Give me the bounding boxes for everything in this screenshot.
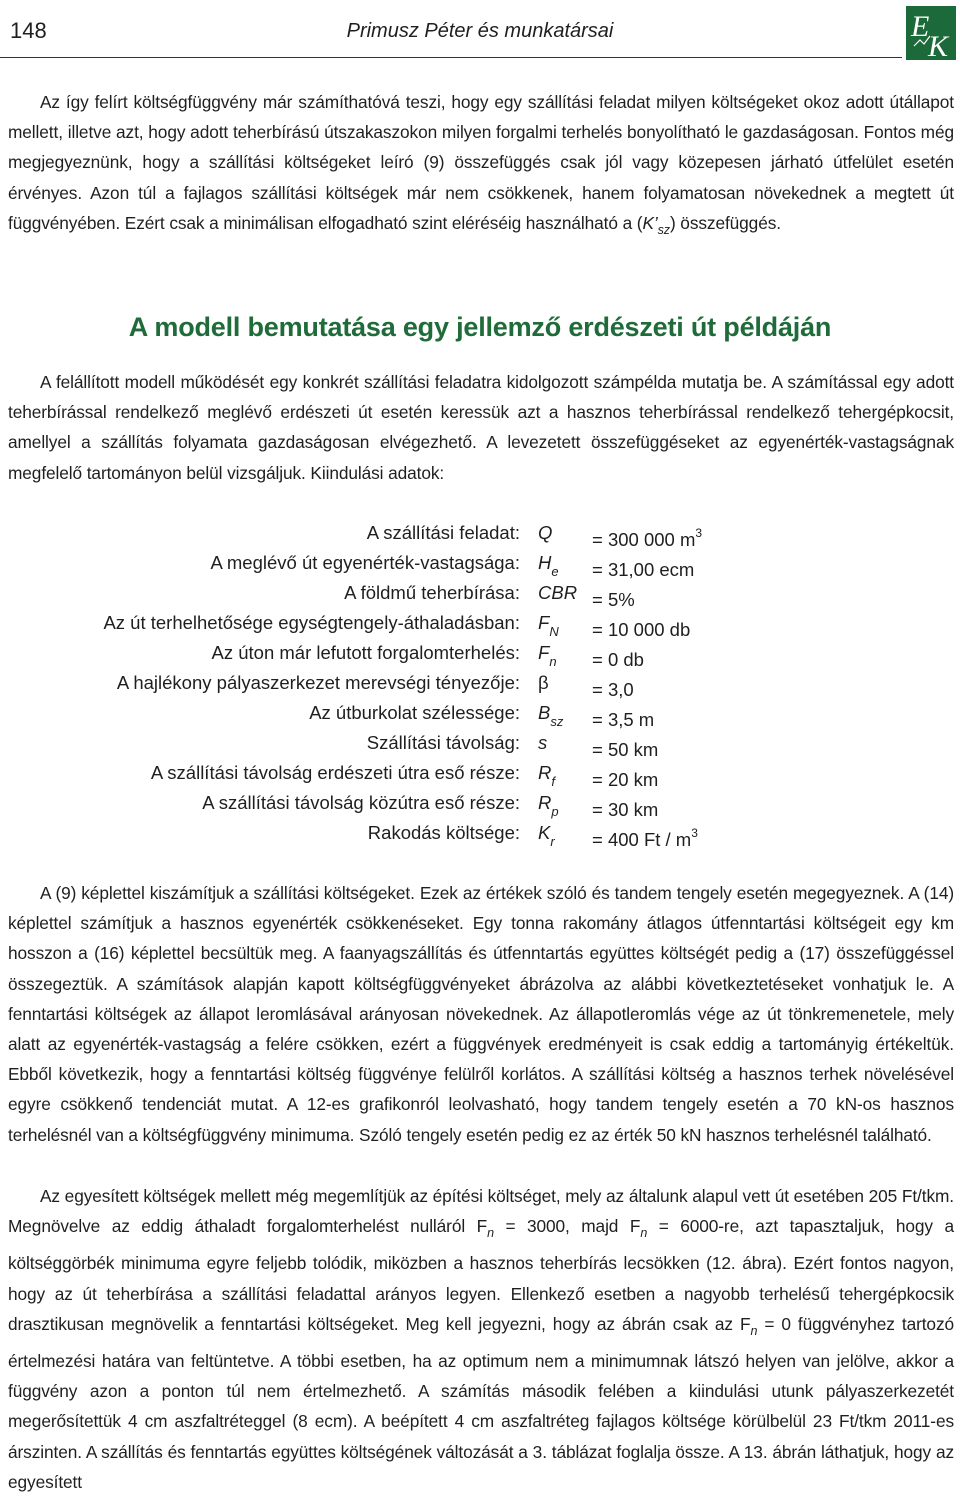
- parameter-row: [0, 668, 960, 698]
- parameter-row: [0, 608, 960, 638]
- page-number: 148: [10, 18, 47, 43]
- parameter-label: A hajlékony pályaszerkezet merevségi tényezője:: [116, 672, 520, 693]
- parameter-value: = 30 km: [592, 799, 659, 820]
- parameter-value: = 3,0: [592, 679, 634, 700]
- parameter-value: = 400 Ft / $m^3$: [592, 826, 698, 850]
- journal-logo: [906, 6, 956, 60]
- page-header: [0, 0, 960, 62]
- parameter-value: = 0 db: [592, 649, 644, 670]
- parameter-row: [0, 548, 960, 578]
- parameter-row: [0, 518, 960, 548]
- parameter-value: = 300 000 $m^3$: [592, 526, 703, 550]
- parameter-label: A szállítási távolság közútra eső része:: [202, 792, 520, 813]
- parameter-label: A meglévő út egyenérték-vastagsága:: [210, 552, 520, 573]
- parameter-symbol: Q: [538, 522, 553, 543]
- parameter-value: = 10 000 db: [592, 619, 691, 640]
- parameter-value: = 31,00 ecm: [592, 559, 695, 580]
- parameter-row: [0, 578, 960, 608]
- parameter-label: Az úton már lefutott forgalomterhelés:: [211, 642, 520, 663]
- section-paragraph: A felállított modell működését egy konkrét szállítási feladatra kidolgozott számpélda mutatja be. A számítással egy adott teherbírással rendelkező meglévő erdészeti út esetén keressük azt a hasznos teherbírással rendelkező tehergépkocsit, amellyel a szállítás folyamata gazdaságosan elvégezhető. A levezetett összefüggéseket az egyenérték-vastagságnak megfelelő tartományon belül vizsgáljuk. Kiindulási adatok:: [8, 372, 954, 483]
- parameter-row: [0, 758, 960, 788]
- parameter-symbol: $R_f$: [538, 762, 555, 789]
- k-prime-symbol: K’: [642, 212, 658, 233]
- parameter-value: = 5%: [592, 589, 635, 610]
- final-paragraph: Az egyesített költségek mellett még megemlítjük az építési költséget, mely az általunk alapul vett út esetében 205 Ft/tkm. Megnövelve az eddig áthaladt forgalomterhelést nulláról $F_n = 3000$, majd $F_n = 6000-re$, azt tapasztaljuk, hogy a költséggörbék minimuma egyre feljebb tolódik, miközben a hasznos teherbírás lecsökken (12. ábra). Ezért fontos nagyon, hogy az út teherbírása a szállítási feladattal arányos legyen. Ellenkező esetben a nagyobb terhelésű tehergépkocsik drasztikusan megnövelik a fenntartási költségeket. Meg kell jegyezni, hogy az ábrán csak az $F_n = 0$ függvényhez tartozó értelmezési határa van feltüntetve. A többi esetben, ha az optimum nem a minimumnak látszó helyen van jelölve, akkor a függvény azon a ponton túl nem értelmezhető. A számítás második felében a kiindulási utunk pályaszerkezetét megerősítettük 4 cm aszfaltréteggel (8 ecm). A beépített 4 cm aszfaltréteg fajlagos költsége körülbelül 23 Ft/tkm 2011-es árszinten. A szállítás és fenntartás együttes költségének változását a 3. táblázat foglalja össze. A 13. ábrán láthatjuk, hogy az egyesített: [8, 1186, 954, 1492]
- parameter-row: [0, 788, 960, 818]
- parameter-label: Szállítási távolság:: [366, 732, 520, 753]
- parameter-symbol: $F_n$: [538, 642, 557, 669]
- parameter-label: A szállítási távolság erdészeti útra eső része:: [150, 762, 520, 783]
- parameter-row: [0, 698, 960, 728]
- parameter-value: = 20 km: [592, 769, 659, 790]
- running-title: Primusz Péter és munkatársai: [346, 20, 614, 42]
- parameter-label: Rakodás költsége:: [367, 822, 520, 843]
- k-subscript: sz: [657, 222, 670, 237]
- parameter-label: Az út terhelhetősége egységtengely-áthaladásban:: [103, 612, 520, 633]
- section-heading: A modell bemutatása egy jellemző erdészeti út példáján: [128, 312, 832, 342]
- parameter-symbol: β: [538, 672, 549, 693]
- header-rule: [0, 57, 902, 58]
- parameter-row: [0, 638, 960, 668]
- parameter-label: Az útburkolat szélessége:: [309, 702, 520, 723]
- parameter-value: = 3,5 m: [592, 709, 655, 730]
- parameter-value: = 50 km: [592, 739, 659, 760]
- intro-paragraph: Az így felírt költségfüggvény már számíthatóvá teszi, hogy egy szállítási feladat milyen költségeket okoz adott útállapot mellett, illetve azt, hogy adott teherbírású útszakaszokon milyen forgalmi terhelés bonyolítható le gazdaságosan. Fontos még megjegyeznünk, hogy a szállítási költségeket leíró (9) összefüggés csak jól vagy közepesen járható útfelület esetén érvényes. Azon túl a fajlagos szállítási költségek már nem csökkenek, hanem folyamatosan növekednek a megtett út függvényében. Ezért csak a minimálisan elfogadható szint eléréséig használható a $(K’_{sz})$ összefüggés.: [8, 92, 954, 237]
- parameter-label: A szállítási feladat:: [366, 522, 520, 543]
- parameter-symbol: s: [538, 732, 548, 753]
- parameter-symbol: $H_e$: [538, 552, 559, 579]
- parameter-symbol: $K_r$: [538, 822, 555, 849]
- svg-text:K: K: [928, 30, 949, 60]
- parameter-symbol: $R_p$: [538, 792, 559, 819]
- parameter-row: [0, 818, 960, 848]
- parameter-label: A földmű teherbírása:: [344, 582, 520, 603]
- svg-text:E: E: [911, 10, 930, 43]
- parameter-symbol: $F_N$: [538, 612, 559, 639]
- parameter-symbol: CBR: [538, 582, 578, 603]
- parameter-row: [0, 728, 960, 758]
- parameter-symbol: $B_{sz}$: [538, 702, 564, 729]
- ek-logo-icon: [906, 6, 956, 60]
- results-paragraph: A (9) képlettel kiszámítjuk a szállítási költségeket. Ezek az értékek szóló és tandem tengely esetén megegyeznek. A (14) képlettel számítjuk a hasznos egyenérték csökkenéseket. Egy tonna rakomány átlagos útfenntartási költségeit egy km hosszon a (16) képlettel becsültük meg. A faanyagszállítás és útfenntartás együttes költségét pedig a (17) összefüggéssel összegeztük. A számítások alapján kapott költségfüggvényeket ábrázolva az alábbi következtetéseket vonhatjuk le. A fenntartási költségek az állapot leromlásával arányosan növekednek. Az állapotleromlás vége az út tönkremenetele, mely alatt az egyenérték-vastagság a felére csökken, ezért a függvények eredményeit is csak eddig a tartományig értékeltük. Ebből következik, hogy a fenntartási költség függvénye felülről korlátos. A szállítási költség a hasznos terhek növelésével egyre csökkenő tendenciát mutat. A 12-es grafikonról leolvasható, hogy tandem tengely esetén a 70 kN-os hasznos terhelésnél van a költségfüggvény minimuma. Szóló tengely esetén pedig ez az érték 50 kN hasznos terhelésnél található.: [8, 883, 954, 1145]
